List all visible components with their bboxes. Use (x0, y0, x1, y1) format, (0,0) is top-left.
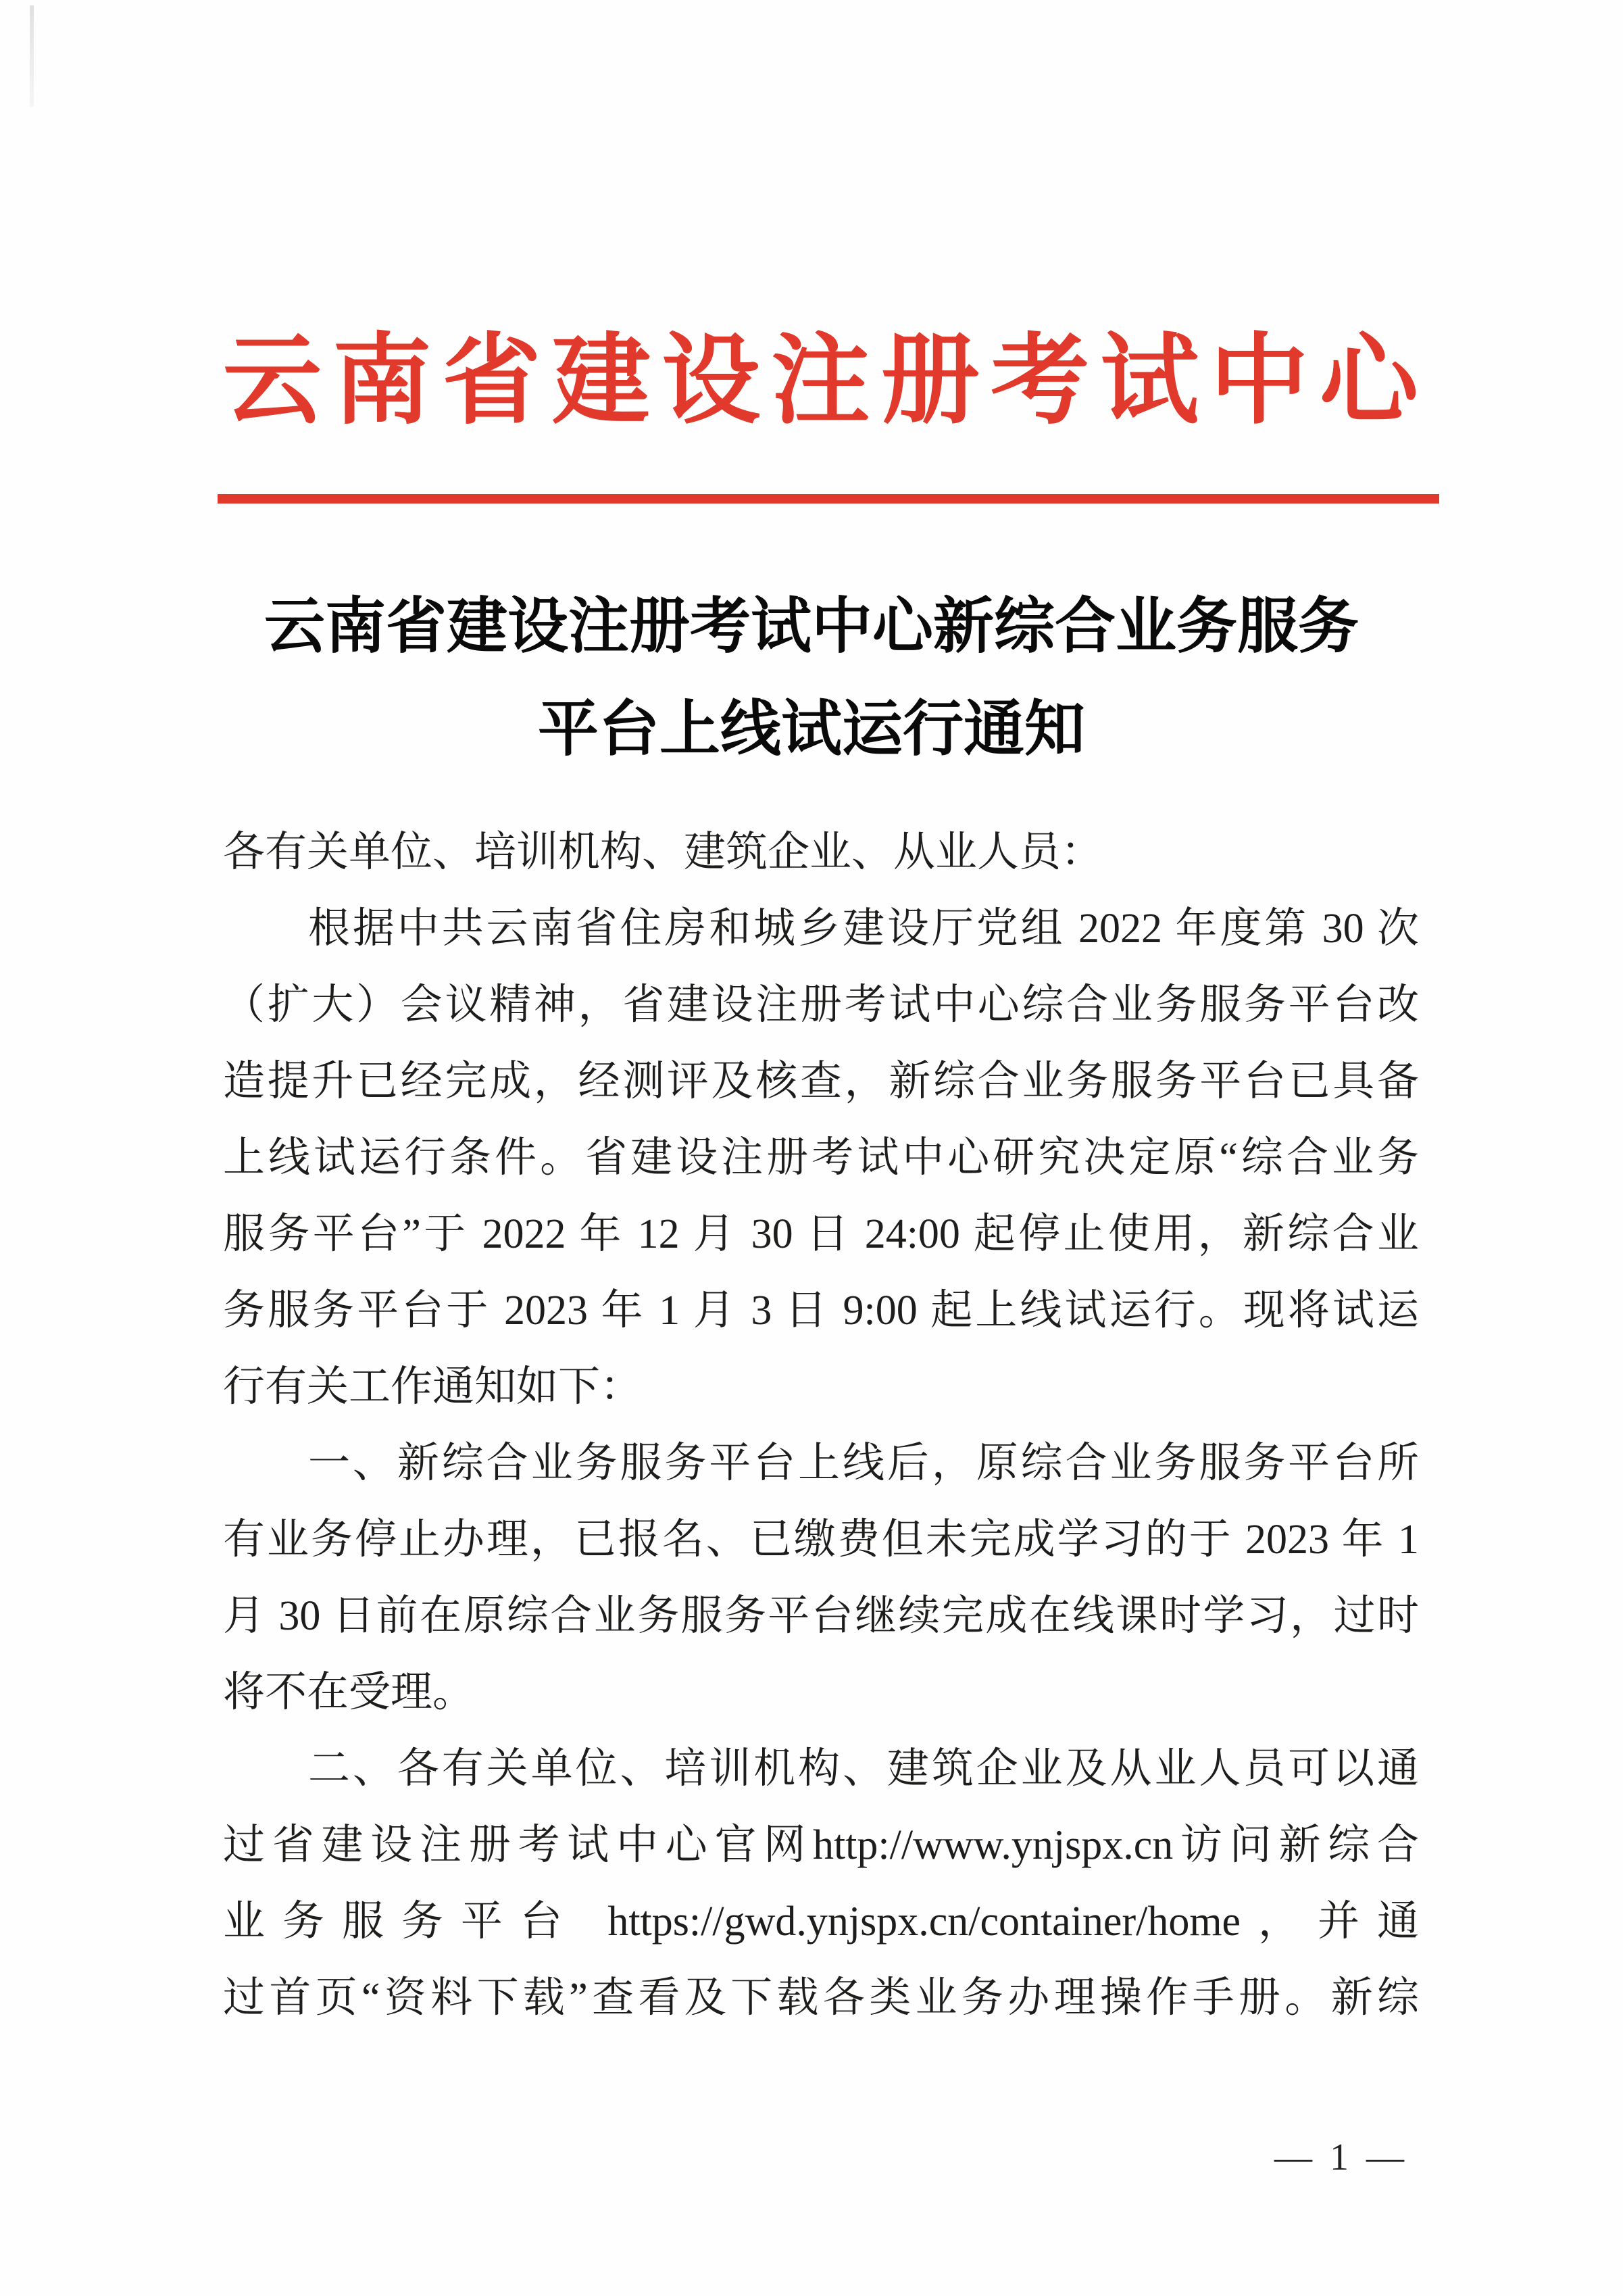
body-line: 业务服务平台 https://gwd.ynjspx.cn/container/home，并通 (223, 1899, 1419, 1945)
body-line: 各有关单位、培训机构、建筑企业、从业人员： (223, 829, 1103, 875)
scan-edge-artifact (30, 5, 34, 107)
letterhead-rule (218, 494, 1439, 504)
body-line: 过首页“资料下载”查看及下载各类业务办理操作手册。新综 (223, 1975, 1419, 2021)
body-line: 务服务平台于 2023 年 1 月 3 日 9:00 起上线试运行。现将试运 (223, 1288, 1419, 1334)
document-title-line1: 云南省建设注册考试中心新综合业务服务 (264, 593, 1359, 660)
notice-body (223, 814, 1419, 2036)
body-line: 服务平台”于 2022 年 12 月 30 日 24:00 起停止使用，新综合业 (223, 1211, 1419, 1257)
body-line: 上线试运行条件。省建设注册考试中心研究决定原“综合业务 (223, 1135, 1419, 1181)
body-line: 行有关工作通知如下： (223, 1364, 643, 1410)
page-number: — 1 — (1274, 2136, 1408, 2178)
document-title-line2: 平台上线试运行通知 (538, 696, 1085, 763)
body-line: 有业务停止办理，已报名、已缴费但未完成学习的于 2023 年 1 (223, 1517, 1419, 1563)
letterhead-org-name: 云南省建设注册考试中心 (223, 326, 1419, 436)
body-line: 将不在受理。 (223, 1669, 475, 1715)
body-line: 过省建设注册考试中心官网http://www.ynjspx.cn访问新综合 (223, 1822, 1419, 1868)
body-line: （扩大）会议精神，省建设注册考试中心综合业务服务平台改 (223, 982, 1419, 1028)
body-line: 月 30 日前在原综合业务服务平台继续完成在线课时学习，过时 (223, 1593, 1419, 1639)
body-line: 二、各有关单位、培训机构、建筑企业及从业人员可以通 (308, 1746, 1419, 1792)
body-line: 根据中共云南省住房和城乡建设厅党组 2022 年度第 30 次 (308, 906, 1419, 952)
document-title (214, 576, 1409, 781)
body-line: 造提升已经完成，经测评及核查，新综合业务服务平台已具备 (223, 1058, 1419, 1104)
body-line: 一、新综合业务服务平台上线后，原综合业务服务平台所 (308, 1440, 1419, 1486)
